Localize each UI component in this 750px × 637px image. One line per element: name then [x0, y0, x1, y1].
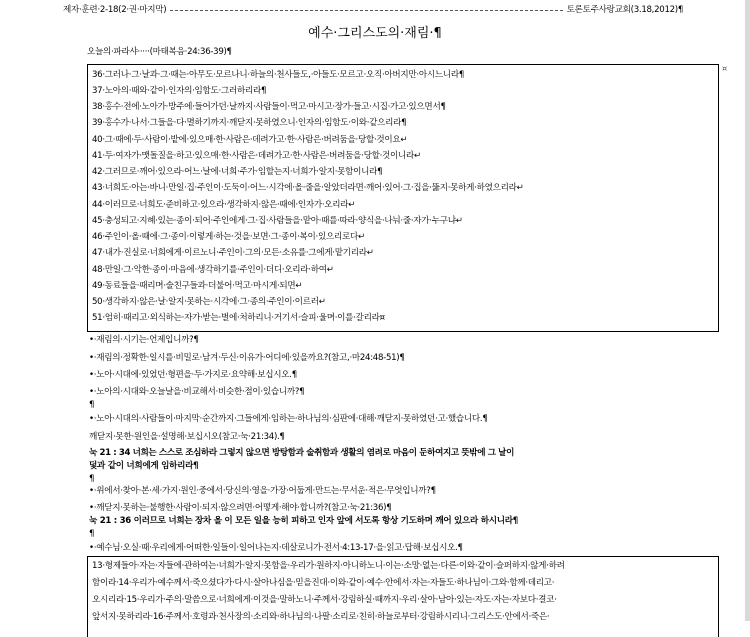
verse-row: 46·주인이·올·때에·그·종이·이렇게·하는·것을·보면·그·종이·복이·있으리로다↵: [92, 232, 365, 242]
passage-box: [87, 556, 719, 637]
window-edge: [745, 0, 750, 621]
scripture-quote: 눅 21 : 34 너희는 스스로 조심하라 그렇지 않으면 방탕함과 술취함과 생활의 염려로 마음이 둔하여지고 뜻밖에 그 날이: [89, 448, 514, 458]
question-line: •·재림의·시기는·언제입니까?¶: [89, 335, 199, 345]
verse-row: 51·엄히·때리고·외식하는·자가·받는·벌에·처하리니·거기서·슬피·울며·이를·갈리라¤: [92, 313, 385, 323]
question-line: ¶: [89, 400, 95, 410]
header-right: 토론토주사랑교회(3.18,2012)¶: [566, 5, 683, 15]
verse-row: 41·두·여자가·맷돌질을·하고·있으매·한·사람은·데려가고·한·사람은·버려둠을·당할·것이니라↵: [92, 151, 421, 161]
verse-row: 45·충성되고·지혜·있는·종이·되어·주인에게·그·집·사람들을·맡아·때를·따라·양식을·나눠·줄·자가·누구냐↵: [92, 216, 463, 226]
verse-row: 43·너희도·아는·바니·만일·집·주인이·도둑이·어느·시각에·올·줄을·알았더라면·깨어·있어·그·집을·뚫지·못하게·하였으리라↵: [92, 183, 524, 193]
question-line: •·재림의·정확한·일시를·비밀로·남겨·두신·이유가·어디에·있을까요?(참고,·마24:48-51)¶: [89, 353, 405, 363]
verse-row: 37·노아의·때와·같이·인자의·임함도·그러하리라¶: [92, 86, 267, 96]
verse-row: 40·그·때에·두·사람이·밭에·있으매·한·사람은·데려가고·한·사람은·버려둠을·당할·것이요↵: [92, 135, 408, 145]
passage-reference: 오늘의·파라샤·····(마태복음·24:36-39)¶: [87, 47, 232, 57]
passage-row: 오시리라·15·우리가·주의·말씀으로·너희에게·이것을·말하노니·주께서·강림하실·때까지·우리·살아·남아·있는·자도·자는·자보다·결코·: [92, 595, 557, 605]
question-line: •·예수님·오실·때·우리에게·어떠한·일들이·일어나는지·데살로니가·전서·4:13-17·을·읽고·답해·보십시오.¶: [89, 543, 463, 553]
cell-end-marker: ¤: [722, 64, 728, 73]
passage-row: 함이라·14·우리가·예수께서·죽으셨다가·다시·살아나심을·믿을진대·이와·같이·예수·안에서·자는·자들도·하나님이·그와·함께·데리고·: [92, 578, 555, 588]
header-left: 제자·훈련·2-18(2·권·마지막): [63, 5, 167, 15]
verse-row: 42·그러므로·깨어·있으라·어느·날에·너희·주가·임할는지·너희가·알지·못함이니라¶: [92, 167, 383, 177]
document-title: 예수·그리스도의·재림·¶: [308, 26, 442, 41]
question-line: ¶: [89, 474, 95, 484]
question-line: •·노아·시대의·사람들이·마지막·순간까지·그들에게·임하는·하나님의·심판에·대해·깨닫지·못하였던·고·했습니다.¶: [89, 414, 488, 424]
verse-row: 38·홍수·전에·노아가·방주에·들어가던·날까지·사람들이·먹고·마시고·장가·들고·시집·가고·있으면서¶: [92, 102, 446, 112]
question-line: •·노아·시대에·있었던·형편을·두·가지로·요약해·보십시오.¶: [89, 370, 297, 380]
question-line: •·깨닫지·못하는·불행한·사람이·되지·않으려면·어떻게·해야·합니까?(참고·눅·21:36)¶: [89, 503, 392, 513]
verses-table: [87, 64, 719, 332]
verse-row: 50·생각하지·않은·날·알지·못하는·시각에·그·종의·주인이·이르러↵: [92, 297, 326, 307]
question-line: 깨닫지·못한·원인을·설명해·보십시오(참고·눅·21:34).¶: [89, 432, 285, 442]
verse-row: 44·이러므로·너희도·준비하고·있으라·생각하지·않은·때에·인자가·오리라↵: [92, 200, 356, 210]
question-line: ¶: [89, 529, 95, 539]
verse-row: 47·내가·진실로·너희에게·이르노니·주인이·그의·모든·소유를·그에게·맡기리라↵: [92, 248, 374, 258]
verse-row: 36·그러나·그·날과·그·때는·아무도·모르나니·하늘의·천사들도,·아들도·모르고·오직·아버지만·아시느니라¶: [92, 70, 465, 80]
header-divider: [170, 10, 562, 11]
scripture-quote: 덫과 같이 너희에게 임하리라¶: [89, 461, 199, 471]
passage-row: 앞서지·못하리라·16·주께서·호령과·천사장의·소리와·하나님의·나팔·소리로·친히·하늘로부터·강림하시리니·그리스도·안에서·죽은·: [92, 612, 550, 622]
question-line: •·노아의·시대와·오늘날을·비교해서·비슷한·점이·있습니까?¶: [89, 387, 305, 397]
question-line: •·위에서·찾아·본·세·가지·원인·중에서·당신의·영을·가장·어둡게·만드는·무서운·적은·무엇입니까?¶: [89, 486, 436, 496]
passage-row: 13·형제들아·자는·자들에·관하여는·너희가·알지·못함을·우리가·원하지·아니하노니·이는·소망·없는·다른·이와·같이·슬퍼하지·않게·하려: [92, 561, 565, 571]
page-header: [63, 3, 683, 17]
scripture-quote: 눅 21 : 36 이러므로 너희는 장차 올 이 모든 일을 능히 피하고 인자 앞에 서도록 항상 기도하며 깨어 있으라 하시니라¶: [89, 516, 518, 526]
verse-row: 48·만일·그·악한·종이·마음에·생각하기를·주인이·더디·오리라·하여↵: [92, 265, 334, 275]
verse-row: 49·동료들을·때리며·술친구들과·더불어·먹고·마시게·되면↵: [92, 281, 303, 291]
verse-row: 39·홍수가·나서·그들을·다·멸하기까지·깨닫지·못하였으니·인자의·임함도·이와·같으리라¶: [92, 118, 407, 128]
